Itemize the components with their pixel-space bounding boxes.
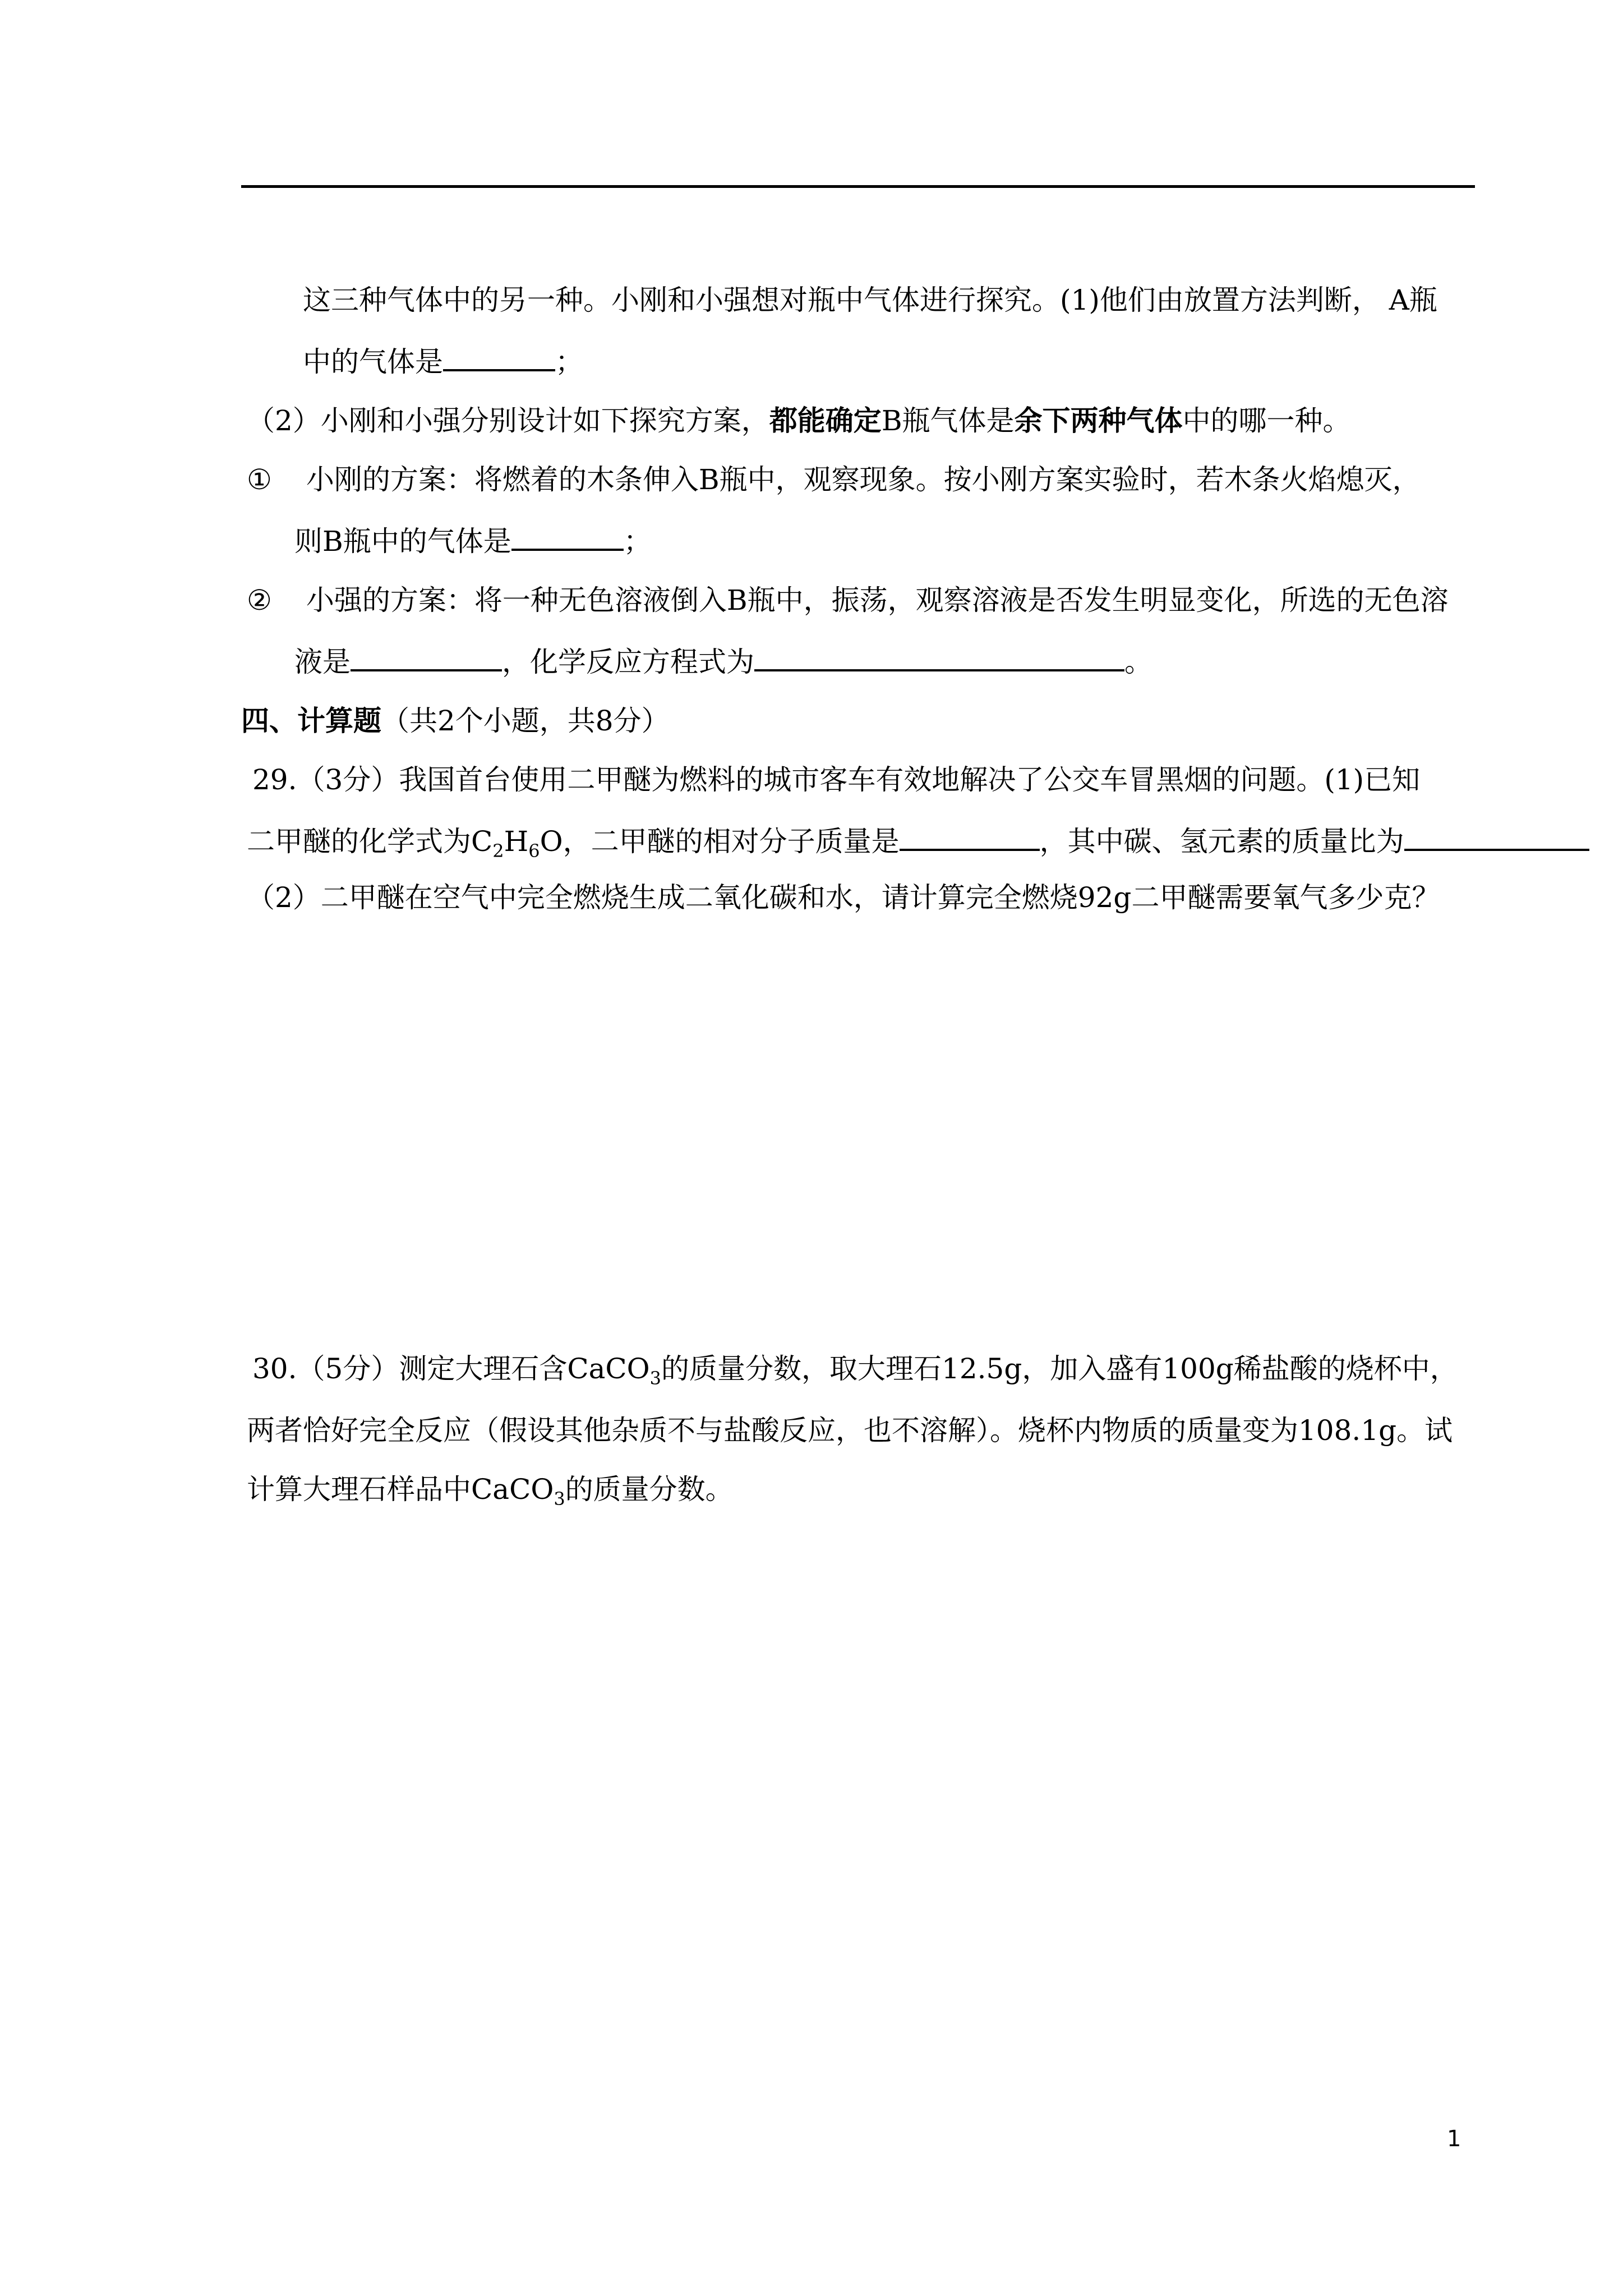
answer-blank-molecular-mass[interactable] (900, 822, 1040, 851)
q28-plan2-line1: ② 小强的方案：将一种无色溶液倒入B瓶中，振荡，观察溶液是否发生明显变化，所选的无色溶 (247, 584, 1449, 616)
answer-blank-b-bottle-gas[interactable] (511, 522, 624, 551)
q29-line1: 29.（3分）我国首台使用二甲醚为燃料的城市客车有效地解决了公交车冒黑烟的问题。(1)已知 (252, 763, 1421, 796)
page-number: 1 (1447, 2126, 1461, 2152)
answer-blank-solution[interactable] (351, 642, 502, 671)
answer-blank-a-bottle-gas[interactable] (443, 342, 555, 371)
section4-heading: 四、计算题（共2个小题，共8分） (241, 704, 670, 737)
circled-number-2: ② (247, 584, 272, 616)
q30-line2: 两者恰好完全反应（假设其他杂质不与盐酸反应，也不溶解）。烧杯内物质的质量变为108.1g。试 (247, 1414, 1453, 1447)
q29-line2: 二甲醚的化学式为$C_2H_6O$，二甲醚的相对分子质量是 ，其中碳、氢元素的质量比为 (247, 822, 1589, 858)
answer-blank-equation[interactable] (754, 642, 1124, 671)
q28-part2: （2）小刚和小强分别设计如下探究方案，都能确定B瓶气体是余下两种气体中的哪一种。 (247, 404, 1351, 437)
header-rule (241, 185, 1475, 188)
q28-line2: 中的气体是 ； (303, 342, 583, 379)
q30-line1: 30.（5分）测定大理石含CaCO$_3$的质量分数，取大理石12.5g，加入盛有100g稀盐酸的烧杯中， (252, 1352, 1458, 1389)
q30-line3: 计算大理石样品中CaCO$_3$的质量分数。 (247, 1473, 734, 1510)
circled-number-1: ① (247, 463, 272, 496)
q28-plan2-line2: 液是 ，化学反应方程式为 。 (294, 642, 1152, 679)
q28-plan1-line1: ① 小刚的方案：将燃着的木条伸入B瓶中，观察现象。按小刚方案实验时，若木条火焰熄灭， (247, 463, 1421, 496)
q28-plan1-line2: 则B瓶中的气体是 ； (294, 522, 652, 558)
q29-line3: （2）二甲醚在空气中完全燃烧生成二氧化碳和水，请计算完全燃烧92g二甲醚需要氧气多少克？ (247, 881, 1440, 914)
q28-line1: 这三种气体中的另一种。小刚和小强想对瓶中气体进行探究。(1)他们由放置方法判断， A瓶 (303, 284, 1437, 316)
answer-blank-mass-ratio[interactable] (1404, 822, 1589, 851)
